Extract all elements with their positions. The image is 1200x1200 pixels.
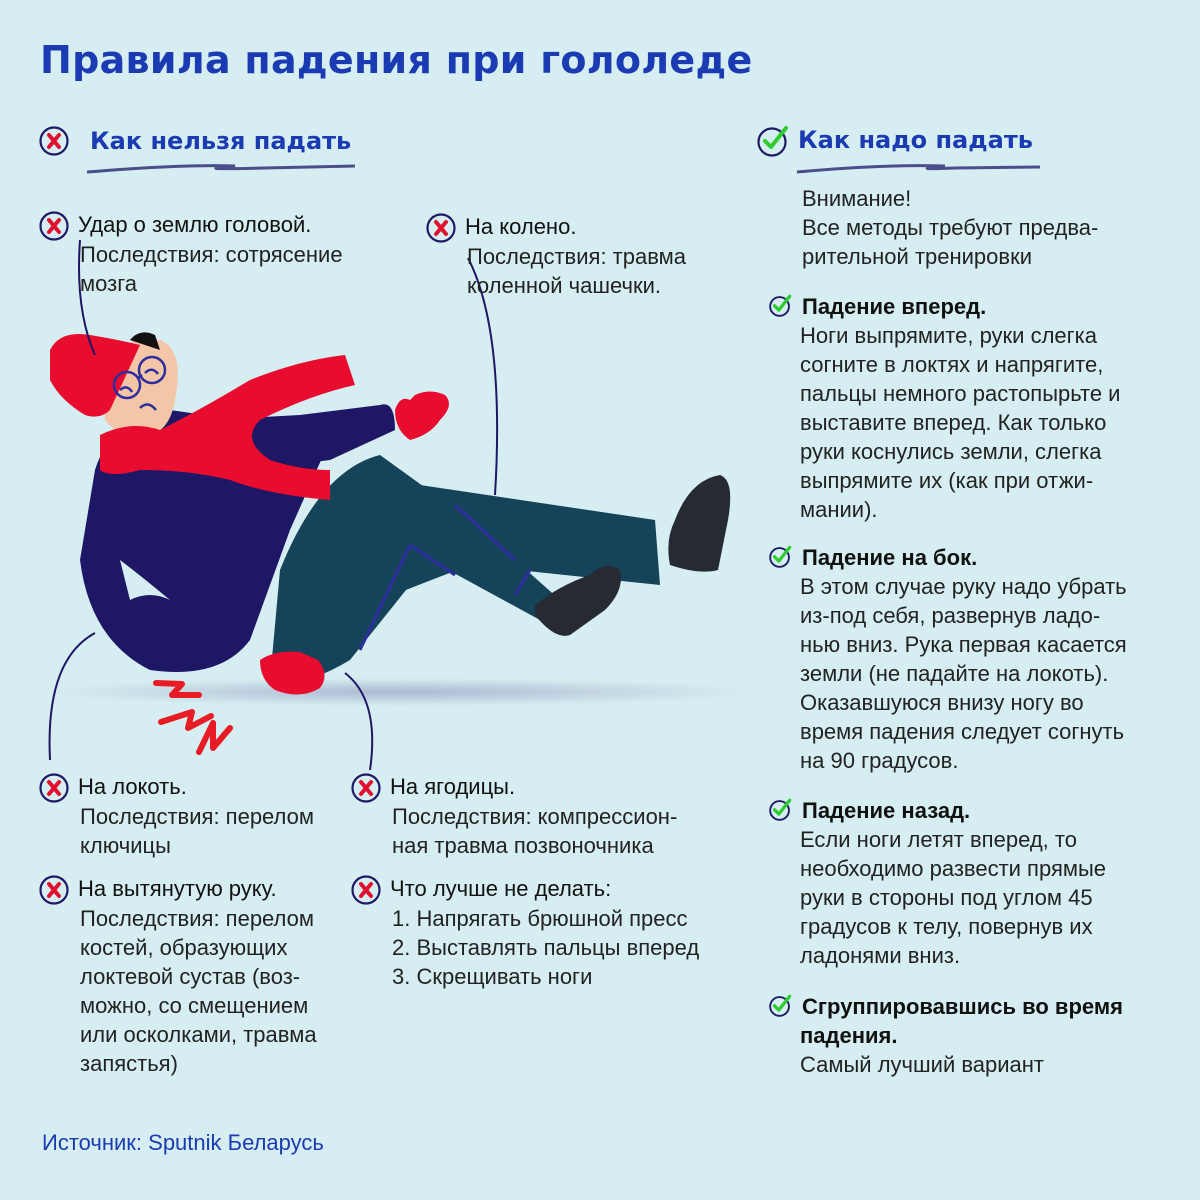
cross-circle-icon: [38, 125, 70, 157]
right-item-forward: Падение вперед. Ноги выпрямите, руки слегка согните в локтях и напрягите, пальцы немного растопырьте и выставите вперед. Как только руки коснулись земли, слегка выпрямите их (как при отжи- мании).: [768, 292, 1120, 524]
right-item-side: Падение на бок. В этом случае руку надо убрать из-под себя, развернув ладо- нью вниз. Рука первая касается земли (не падайте на локоть). Оказавшуюся внизу ногу во время падения следует согнуть на 90 градусов.: [768, 543, 1127, 775]
section-heading-right: [756, 122, 1033, 158]
cross-circle-icon: [38, 210, 70, 242]
impact-mark: [161, 712, 211, 728]
check-circle-icon: [768, 543, 794, 569]
wrong-item-outstretched-arm: На вытянутую руку. Последствия: перелом костей, образующих локтевой сустав (воз- можно, со смещением или осколками, травма запястья): [38, 874, 317, 1078]
right-item-grouped: Сгруппировавшись во время падения. Самый лучший вариант: [768, 992, 1123, 1079]
ground-shadow: [40, 678, 760, 706]
heading-underline: [85, 158, 365, 178]
wrong-item-elbow: На локоть. Последствия: перелом ключицы: [38, 772, 314, 860]
wrong-item-head-impact: Удар о землю головой. Последствия: сотрясение мозга: [38, 210, 343, 298]
wrong-item-knee: На колено. Последствия: травма коленной чашечки.: [425, 212, 686, 300]
page-title: Правила падения при гололеде: [40, 38, 753, 82]
wrong-item-buttocks: На ягодицы. Последствия: компрессион- ная травма позвоночника: [350, 772, 677, 860]
cross-circle-icon: [38, 772, 70, 804]
cross-circle-icon: [425, 212, 457, 244]
check-circle-icon: [768, 796, 794, 822]
right-item-backward: Падение назад. Если ноги летят вперед, то необходимо развести прямые руки в стороны под углом 45 градусов к телу, повернув их ладонями вниз.: [768, 796, 1106, 970]
front-boot: [535, 566, 621, 636]
cross-circle-icon: [350, 772, 382, 804]
cross-circle-icon: [350, 874, 382, 906]
section-heading-wrong-label: Как нельзя падать: [90, 127, 352, 155]
impact-mark: [199, 723, 230, 752]
check-circle-icon: [768, 292, 794, 318]
back-boot: [668, 475, 730, 572]
source-credit: Источник: Sputnik Беларусь: [42, 1130, 324, 1155]
section-heading-right-label: Как надо падать: [798, 126, 1033, 154]
attention-note: Внимание! Все методы требуют предва- рительной тренировки: [802, 186, 1099, 269]
heading-underline: [795, 158, 1045, 178]
check-circle-icon: [756, 122, 792, 158]
raised-mitten: [395, 392, 449, 441]
section-heading-wrong: [38, 125, 351, 157]
wrong-item-dont-do: Что лучше не делать: 1. Напрягать брюшной пресс 2. Выставлять пальцы вперед 3. Скрещивать ноги: [350, 874, 699, 991]
cross-circle-icon: [38, 874, 70, 906]
check-circle-icon: [768, 992, 794, 1018]
